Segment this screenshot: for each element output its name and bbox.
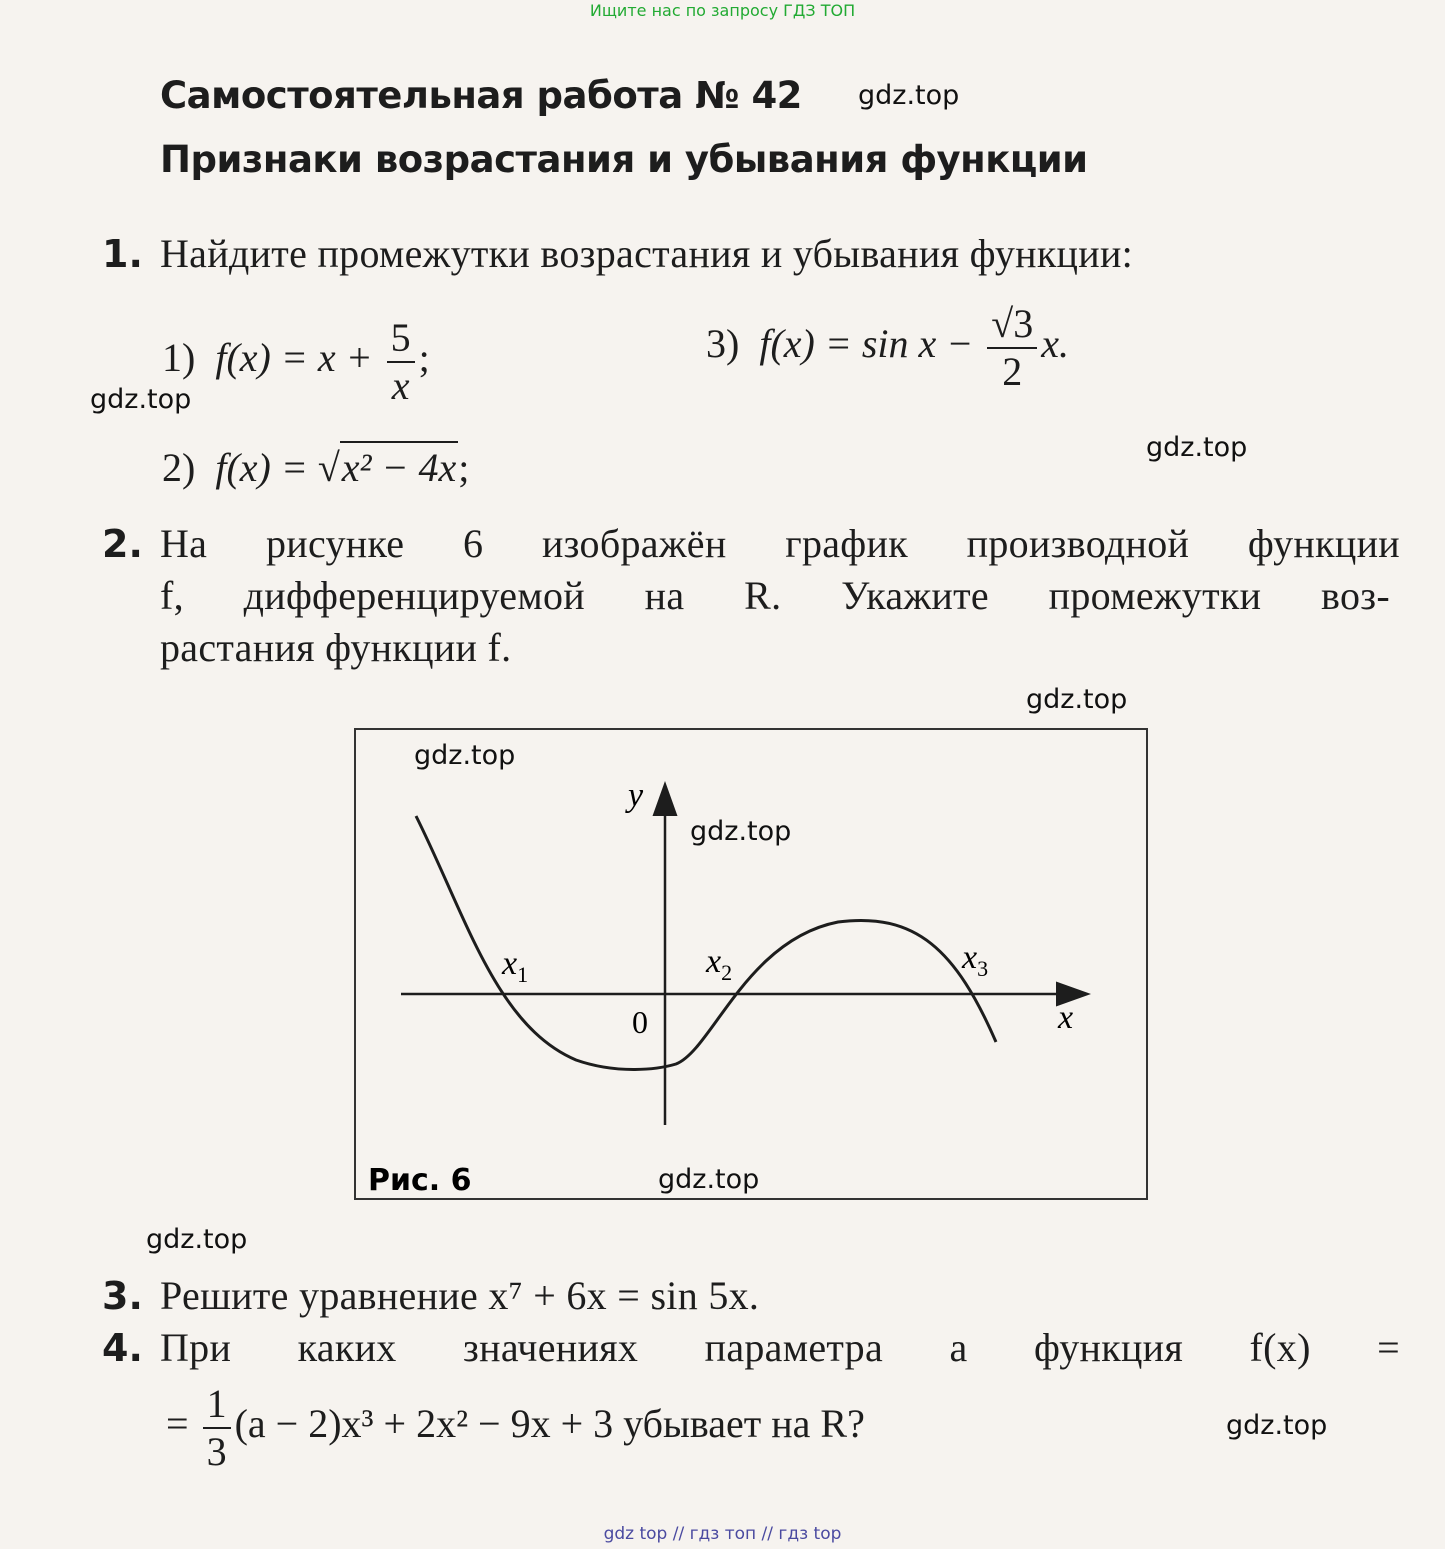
task-2-line-2: f, дифференцируемой на R. Укажите промежутки воз- — [160, 573, 1390, 618]
x-axis-label: x — [1058, 999, 1074, 1036]
watermark: gdz.top — [1226, 1410, 1328, 1441]
task-1-text: Найдите промежутки возрастания и убывания функции: — [160, 231, 1134, 276]
task-4-line-1: При каких значениях параметра a функция f(x) = — [160, 1325, 1400, 1370]
sqrt-icon: √ — [317, 445, 340, 490]
origin-label: 0 — [632, 1004, 648, 1040]
task-1-item-1: 1) f(x) = x + $\frac{5}{x}$ ; — [162, 315, 430, 408]
task-2-number: 2. — [102, 522, 143, 566]
top-banner[interactable]: Ищите нас по запросу ГДЗ ТОП — [589, 1, 856, 20]
task-4-line-2: = $\frac{1}{3}$ (a − 2)x³ + 2x² − 9x + 3 убывает на R? — [166, 1381, 865, 1474]
fraction: $\frac{√3}{2}$ — [987, 304, 1037, 392]
figure-6 — [354, 728, 1148, 1200]
x2-label: $x_2$ — [706, 943, 733, 985]
watermark: gdz.top — [1146, 432, 1248, 463]
page-subtitle: Признаки возрастания и убывания функции — [160, 138, 1088, 181]
task-2-line-3: растания функции f. — [160, 625, 512, 670]
watermark: gdz.top — [1026, 684, 1128, 715]
watermark: gdz.top — [146, 1224, 248, 1255]
task-1-item-2: 2) f(x) = √x² − 4x; — [162, 444, 469, 491]
watermark: gdz.top — [690, 816, 792, 847]
fraction: $\frac{1}{3}$ — [203, 1384, 231, 1472]
task-1-number: 1. — [102, 232, 143, 276]
task-1-item-3: 3) f(x) = sin x − $\frac{√3}{2}$ x. — [706, 301, 1069, 394]
fraction: $\frac{5}{x}$ — [387, 318, 415, 406]
task-4-number: 4. — [102, 1326, 143, 1370]
task-3-number: 3. — [102, 1274, 143, 1318]
derivative-graph — [356, 730, 1146, 1198]
watermark: gdz.top — [858, 80, 960, 111]
watermark: gdz.top — [414, 740, 516, 771]
watermark: gdz.top — [658, 1164, 760, 1195]
y-axis-label: y — [628, 777, 644, 814]
x3-label: $x_3$ — [962, 939, 989, 981]
footer-links[interactable]: gdz top // гдз топ // гдз top — [603, 1524, 842, 1544]
page-title: Самостоятельная работа № 42 — [160, 74, 802, 117]
watermark: gdz.top — [90, 384, 192, 415]
x1-label: $x_1$ — [502, 945, 529, 987]
figure-caption: Рис. 6 — [368, 1163, 472, 1198]
task-3-text: Решите уравнение x⁷ + 6x = sin 5x. — [160, 1273, 760, 1318]
task-2-line-1: На рисунке 6 изображён график производной функции — [160, 521, 1400, 566]
